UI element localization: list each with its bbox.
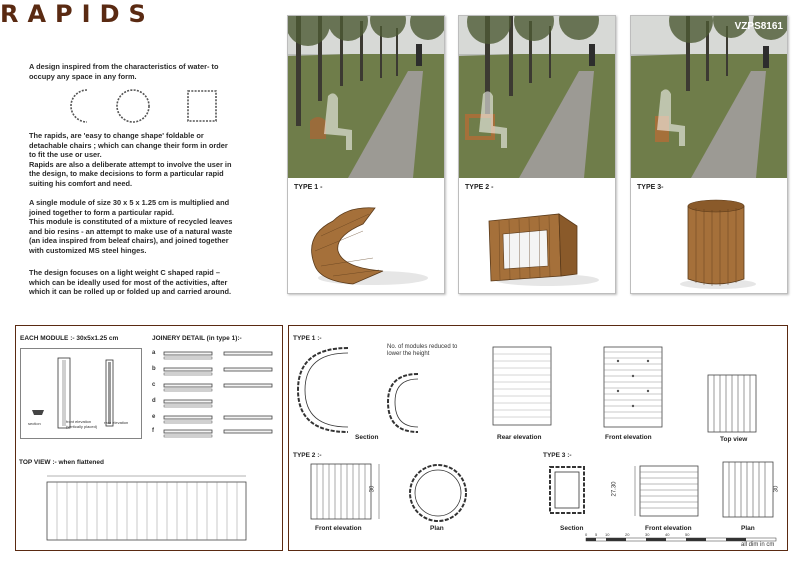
type1-drawing-label: TYPE 1 :- [293, 335, 322, 342]
type3-front-elevation [632, 464, 702, 520]
park-scene [459, 16, 615, 178]
type-label: TYPE 2 - [465, 184, 494, 191]
type1-panel [287, 15, 445, 294]
type1-caption: Rear elevation [497, 434, 542, 441]
text-line: which it can be rolled up or folded up and carried around. [29, 287, 232, 296]
intro-paragraph-3 [29, 198, 274, 255]
text-line: and bio resins - an attempt to make use of a natural waste [29, 226, 233, 236]
intro-paragraph-2 [29, 131, 274, 188]
types-drawing-box [288, 325, 788, 551]
park-scene [288, 16, 444, 178]
intro-paragraph-1 [29, 62, 274, 81]
type2-plan [407, 462, 469, 524]
type3-render [676, 194, 756, 292]
type1-top-view [707, 374, 757, 434]
park-scene [631, 16, 787, 178]
text-line: suiting his comfort and need. [29, 178, 133, 188]
scale-tick: 40 [665, 532, 670, 537]
scale-tick: 0 [585, 532, 588, 537]
park-photo [631, 16, 787, 178]
type3-drawing-label: TYPE 3 :- [543, 452, 572, 459]
scale-tick: 5 [595, 532, 598, 537]
type3-plan-dimension: 30 [773, 485, 780, 493]
type3-caption: Front elevation [645, 525, 692, 532]
park-photo [288, 16, 444, 178]
text-line: occupy any space in any form. [29, 71, 137, 81]
scale-tick: 20 [625, 532, 630, 537]
section-label: section [28, 421, 41, 426]
scale-tick: 10 [605, 532, 610, 537]
text-line: joined together to form a particular rapid. [29, 207, 174, 217]
text-line: to fit the use or user. [29, 150, 102, 159]
joinery-letter: b [152, 366, 156, 372]
type1-caption: Section [355, 434, 379, 441]
joinery-letter: e [152, 414, 156, 420]
type3-plan [721, 460, 781, 520]
module-detail-box [15, 325, 283, 551]
text-line: A single module of size 30 x 5 x 1.25 cm is multiplied and [29, 198, 230, 207]
type1-front-elevation [603, 346, 663, 428]
scale-tick: 50 [685, 532, 690, 537]
front-elevation-label: front elevation (vertically placed) [66, 419, 98, 429]
module-label: EACH MODULE :- 30x5x1.25 cm [20, 335, 119, 342]
joinery-label: JOINERY DETAIL (in type 1):- [152, 335, 242, 342]
type1-caption: Front elevation [605, 434, 652, 441]
type2-caption: Plan [430, 525, 444, 532]
joinery-letter: d [152, 398, 156, 404]
type2-panel [458, 15, 616, 294]
text-line: detachable chairs ; which can change their form in order [29, 140, 228, 150]
shape-sketches [55, 86, 235, 126]
text-line: which can be ideally used for most of the activities, after [29, 277, 228, 287]
rear-elevation-label: rear elevation [104, 420, 129, 425]
top-view-label: TOP VIEW :- when flattened [19, 459, 104, 466]
type1-render [303, 196, 433, 291]
type1-caption: Top view [720, 436, 748, 443]
text-line: the design, to make decisions to form a particular rapid [29, 169, 224, 178]
type-label: TYPE 3- [637, 184, 664, 191]
type3-caption: Section [560, 525, 584, 532]
text-line: The rapids, are 'easy to change shape' foldable or [29, 131, 204, 140]
joinery-letter: a [152, 350, 156, 356]
type3-caption: Plan [741, 525, 755, 532]
type3-height-dimension: 27.30 [611, 481, 618, 497]
intro-paragraph-4 [29, 268, 274, 297]
type1-sections [293, 344, 433, 439]
type2-render [479, 196, 604, 291]
page-title: RAPIDS [0, 0, 155, 28]
text-line: The design focuses on a light weight C shaped rapid – [29, 268, 220, 277]
type-label: TYPE 1 - [294, 184, 323, 191]
scale-tick: 30 [645, 532, 650, 537]
text-line: with customized MS steel hinges. [29, 245, 147, 255]
scale-note: all dim in cm [741, 542, 775, 548]
type1-note: No. of modules reduced to lower the height [387, 344, 458, 357]
joinery-letter: f [152, 428, 154, 434]
type3-section [547, 464, 589, 518]
text-line: A design inspired from the characteristics of water- to [29, 62, 219, 71]
type3-panel [630, 15, 788, 294]
project-code: VZPS8161 [734, 21, 783, 32]
text-line: Rapids are also a deliberate attempt to involve the user in [29, 159, 232, 169]
type2-drawing-label: TYPE 2 :- [293, 452, 322, 459]
type1-rear-elevation [492, 346, 552, 426]
type2-caption: Front elevation [315, 525, 362, 532]
text-line: This module is constituted of a mixture of recycled leaves [29, 217, 233, 226]
text-line: (an idea inspired from beleaf chairs), and joined together [29, 236, 229, 245]
flattened-top-view [44, 472, 249, 544]
park-photo [459, 16, 615, 178]
joinery-details [162, 350, 277, 442]
joinery-letter: c [152, 382, 156, 388]
type2-dimension: 30 [369, 485, 376, 493]
